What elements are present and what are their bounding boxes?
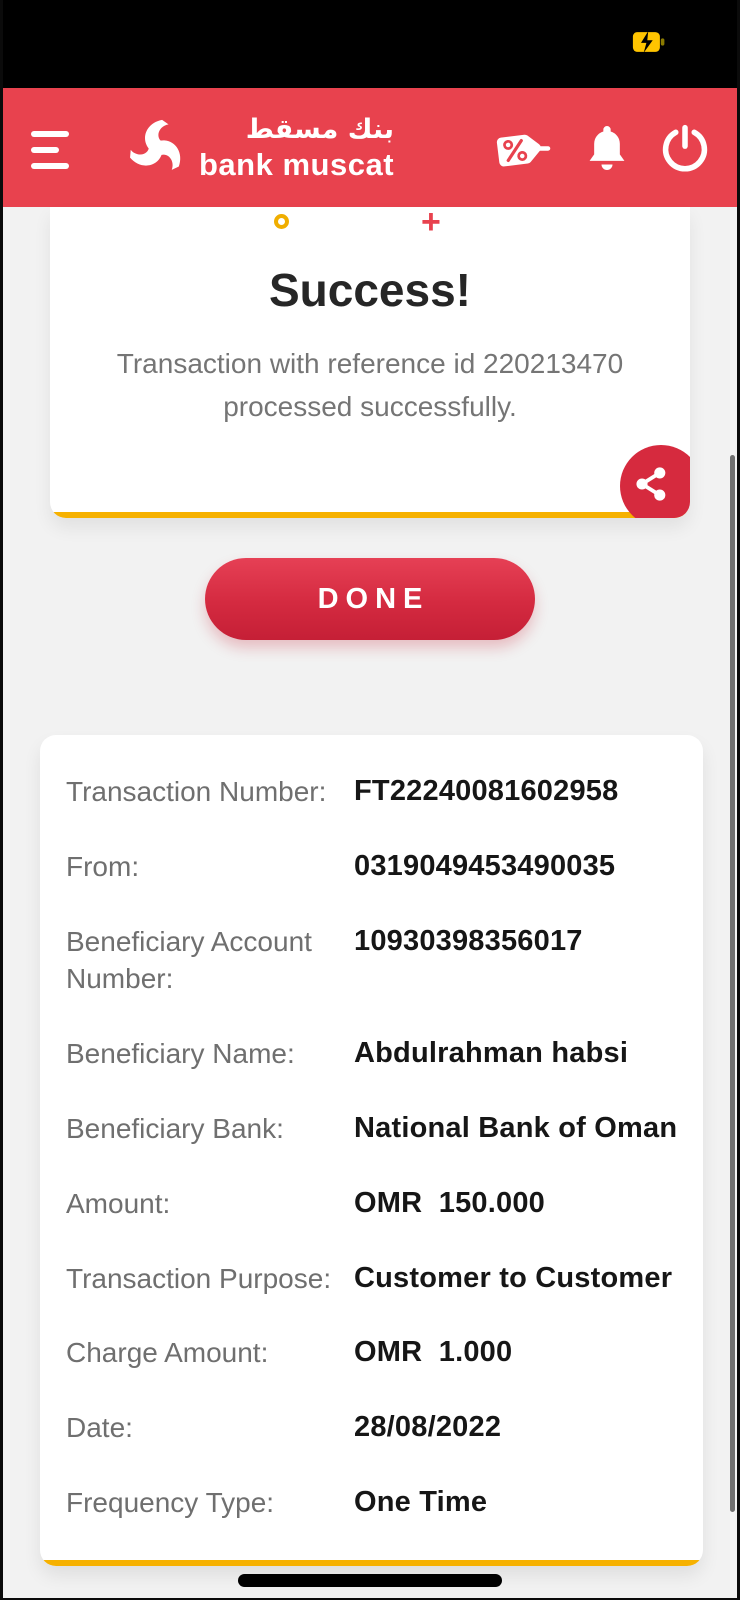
detail-label: Beneficiary Account Number: — [66, 925, 312, 995]
detail-label: Charge Amount: — [66, 1337, 269, 1369]
scrollbar[interactable] — [730, 455, 735, 1512]
status-bar — [3, 0, 737, 88]
bank-muscat-logo — [125, 111, 394, 185]
success-card — [50, 207, 690, 518]
detail-row — [66, 1334, 679, 1372]
detail-row — [66, 1260, 679, 1298]
detail-value: One Time — [354, 1485, 488, 1518]
detail-label: Date: — [66, 1412, 133, 1444]
detail-row — [66, 923, 679, 999]
share-button[interactable] — [620, 445, 690, 518]
detail-row — [66, 1409, 679, 1447]
detail-value: 10930398356017 — [354, 924, 583, 957]
battery-charging-icon — [632, 29, 668, 55]
offers-tag-icon[interactable] — [495, 126, 553, 170]
detail-row — [66, 1484, 679, 1522]
app-viewport — [3, 0, 737, 1598]
detail-row — [66, 1110, 679, 1148]
detail-value: 28/08/2022 — [354, 1411, 502, 1444]
home-indicator[interactable] — [238, 1574, 502, 1587]
card-accent-bar — [50, 512, 690, 518]
bank-muscat-swirl-logo — [125, 111, 189, 185]
detail-label: Transaction Number: — [66, 776, 327, 807]
detail-label: From: — [66, 850, 140, 882]
success-message: Transaction with reference id 220213470 processed successfully. — [116, 348, 624, 422]
detail-value: OMR 1.000 — [354, 1336, 513, 1369]
app-header — [3, 88, 737, 207]
detail-label: Beneficiary Bank: — [66, 1112, 284, 1144]
detail-value: FT22240081602958 — [354, 775, 619, 807]
detail-value: 0319049453490035 — [354, 849, 616, 882]
logout-power-icon[interactable] — [661, 124, 709, 172]
detail-value: Customer to Customer — [354, 1261, 673, 1294]
detail-label: Beneficiary Name: — [66, 1038, 295, 1070]
transaction-details-card — [40, 735, 703, 1566]
detail-label: Amount: — [66, 1187, 171, 1219]
details-rows — [66, 773, 679, 1522]
confetti-ring-icon — [274, 214, 289, 229]
detail-row — [66, 848, 679, 886]
brand-arabic-text: بنك مسقط — [245, 113, 395, 145]
header-actions — [495, 124, 709, 172]
card-accent-bar — [40, 1560, 703, 1566]
detail-row — [66, 1035, 679, 1073]
detail-row — [66, 1185, 679, 1223]
detail-value: Abdulrahman habsi — [354, 1037, 629, 1070]
detail-label: Transaction Purpose: — [66, 1262, 332, 1294]
detail-row — [66, 773, 679, 811]
done-button[interactable]: DONE — [205, 558, 535, 640]
share-icon — [632, 464, 672, 509]
hamburger-menu-icon[interactable] — [31, 131, 75, 169]
success-title: Success! — [268, 264, 471, 316]
detail-value: National Bank of Oman — [354, 1111, 678, 1144]
notifications-bell-icon[interactable] — [585, 124, 629, 172]
detail-value: OMR 150.000 — [354, 1186, 545, 1219]
brand-latin-text: bank muscat — [199, 146, 395, 182]
detail-label: Frequency Type: — [66, 1486, 275, 1518]
confetti-plus-icon: + — [421, 207, 441, 241]
